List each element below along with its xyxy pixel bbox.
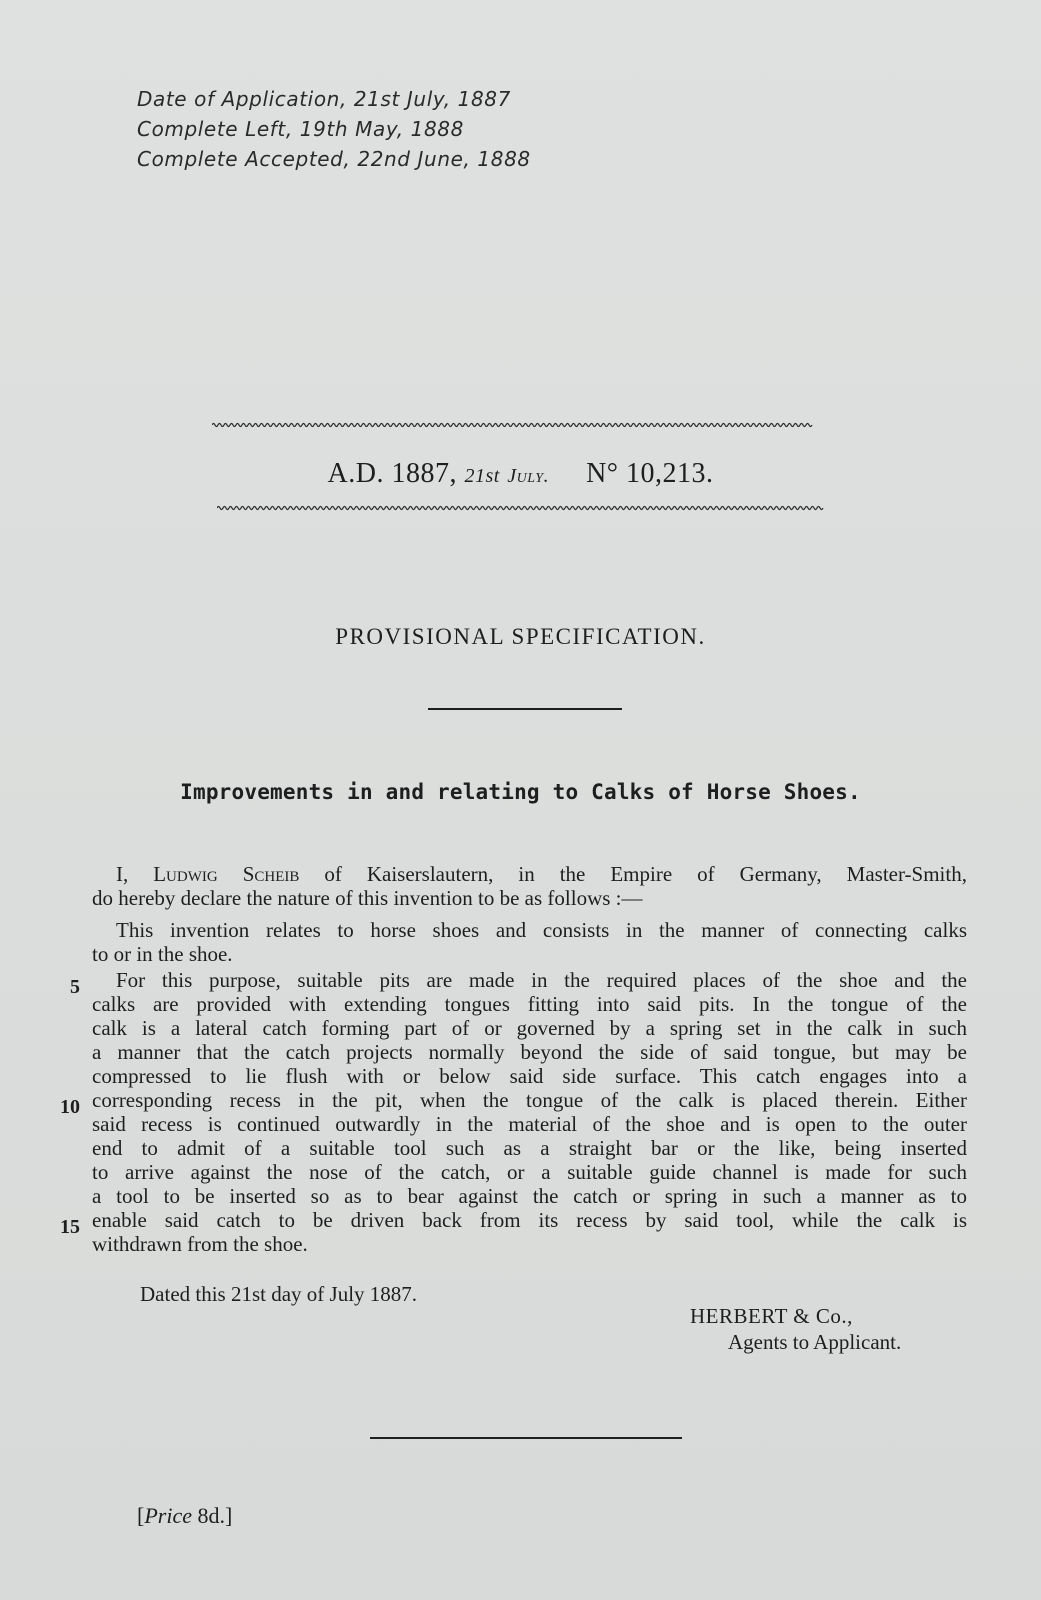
description-line: For this purpose, suitable pits are made in the required places of the shoe and the [116, 968, 967, 992]
specification-title: PROVISIONAL SPECIFICATION. [335, 624, 706, 649]
description-line: enable said catch to be driven back from its recess by said tool, while the calk is [92, 1208, 967, 1232]
complete-accepted-date: Complete Accepted, 22nd June, 1888 [137, 147, 531, 171]
patent-number: N° 10,213. [586, 458, 714, 489]
price-value: 8d. [191, 1503, 225, 1528]
description-line: corresponding recess in the pit, when the tongue of the calk is placed therein. Either [92, 1088, 967, 1112]
declaration-line-1 [92, 862, 967, 886]
date-of-application: Date of Application, 21st July, 1887 [137, 87, 511, 111]
ad-month: July. [507, 465, 550, 487]
description-line: compressed to lie flush with or below said side surface. This catch engages into a [92, 1064, 967, 1088]
intro-line: This invention relates to horse shoes and consists in the manner of connecting calks [116, 918, 967, 942]
wavy-rule-bottom [217, 503, 825, 513]
price-bracket-open: [ [137, 1503, 145, 1528]
invention-title: Improvements in and relating to Calks of Horse Shoes. [180, 780, 861, 804]
description-paragraph [92, 968, 967, 1256]
wavy-rule-bottom-svg [217, 503, 825, 513]
description-line: a tool to be inserted so as to bear against the catch or spring in such a manner as to [92, 1184, 967, 1208]
declaration-line-2: do hereby declare the nature of this invention to be as follows :— [92, 886, 643, 910]
description-line: said recess is continued outwardly in the material of the shoe and is open to the outer [92, 1112, 967, 1136]
complete-left-date: Complete Left, 19th May, 1888 [137, 117, 464, 141]
declaration-prefix: I, [116, 862, 154, 886]
application-dates [137, 84, 531, 174]
description-line: calk is a lateral catch forming part of or governed by a spring set in the calk in such [92, 1016, 967, 1040]
wavy-rule-top-svg [212, 420, 816, 430]
agent-role: Agents to Applicant. [728, 1330, 902, 1354]
description-line: withdrawn from the shoe. [92, 1232, 308, 1256]
inventor-name: Ludwig Scheib [153, 862, 300, 886]
description-line: a manner that the catch projects normally beyond the side of said tongue, but may be [92, 1040, 967, 1064]
description-line: to arrive against the nose of the catch, or a suitable guide channel is made for such [92, 1160, 967, 1184]
description-line: calks are provided with extending tongues fitting into said pits. In the tongue of the [92, 992, 967, 1016]
line-number-5: 5 [70, 976, 80, 998]
line-number-15: 15 [60, 1216, 80, 1238]
price-bracket-close: ] [224, 1503, 233, 1528]
dated-line: Dated this 21st day of July 1887. [140, 1282, 418, 1306]
closing-rule [370, 1437, 682, 1439]
declaration-rest: of Kaiserslautern, in the Empire of Germany, Master-Smith, [299, 862, 967, 886]
price-label [137, 1503, 232, 1529]
declaration-paragraph [92, 862, 967, 910]
agent-name: HERBERT & Co., [690, 1304, 853, 1328]
patent-number-line [0, 458, 1041, 490]
line-number-10: 10 [60, 1096, 80, 1118]
title-rule [428, 708, 622, 710]
intro-line: to or in the shoe. [92, 942, 233, 966]
price-word: Price [144, 1503, 192, 1528]
description-line: end to admit of a suitable tool such as a straight bar or the like, being inserted [92, 1136, 967, 1160]
intro-paragraph [92, 918, 967, 966]
ad-day: 21st [464, 465, 500, 487]
wavy-rule-top [212, 420, 816, 430]
ad-year: A.D. 1887, [327, 458, 457, 489]
